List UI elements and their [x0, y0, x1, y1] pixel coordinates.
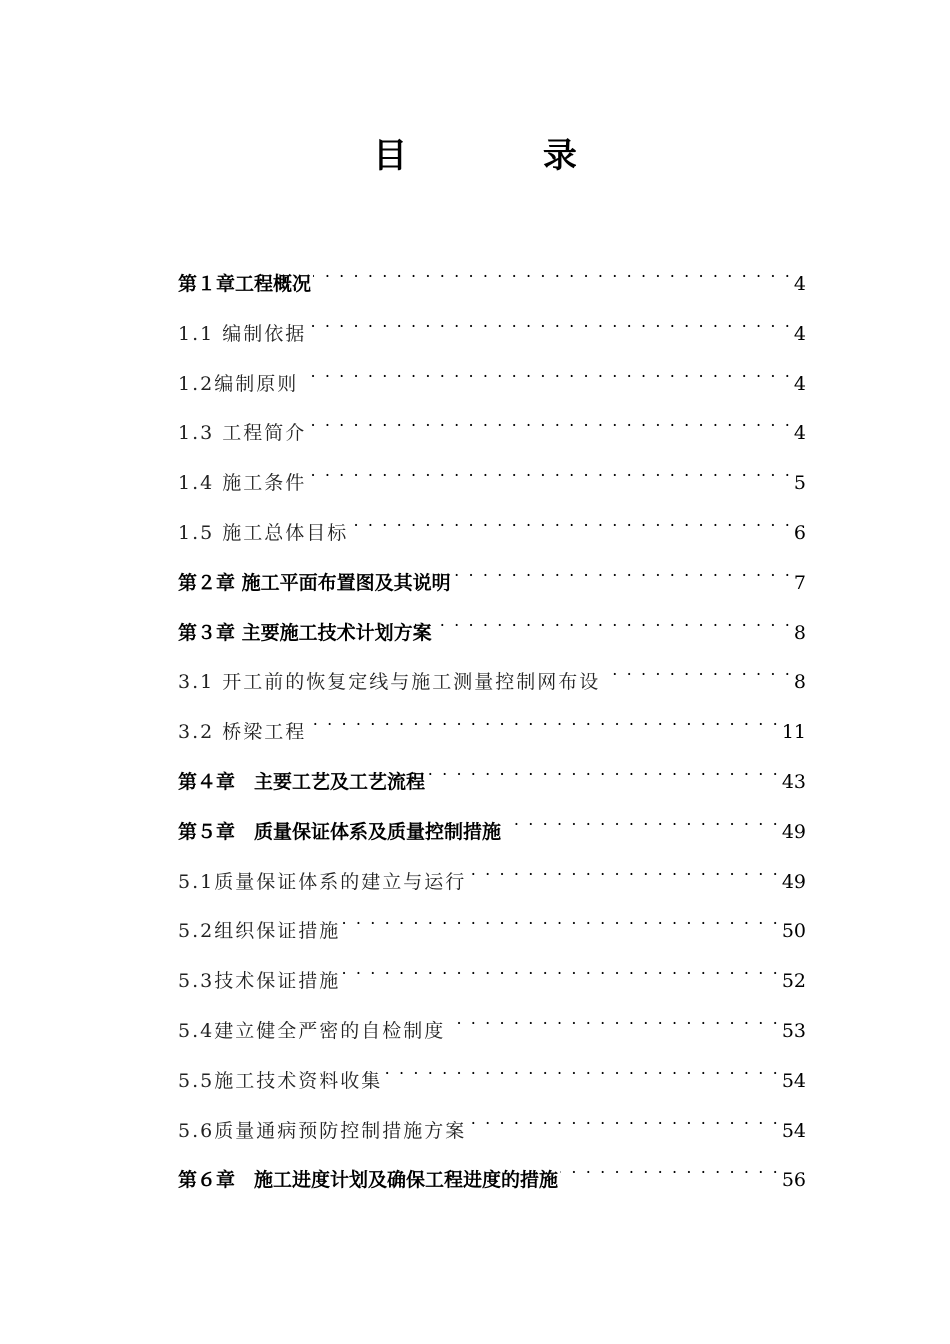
- toc-entry-title: 3.1 开工前的恢复定线与施工测量控制网布设: [178, 671, 601, 694]
- toc-entry-section-1-4[interactable]: [178, 467, 806, 517]
- toc-entry-title: 5.5施工技术资料收集: [178, 1069, 383, 1092]
- dot-leader: [342, 967, 780, 987]
- dot-leader: [308, 718, 780, 738]
- toc-page-number: 52: [781, 970, 806, 993]
- toc-entry-section-5-5[interactable]: [178, 1065, 806, 1115]
- toc-entry-title: 第２章 施工平面布置图及其说明: [178, 571, 451, 594]
- toc-page-number: 4: [793, 422, 806, 445]
- toc-entry-section-1-1[interactable]: [178, 318, 806, 368]
- dot-leader: [468, 868, 780, 888]
- dot-leader: [427, 768, 780, 788]
- table-of-contents: [178, 268, 806, 1214]
- toc-entry-chapter-3[interactable]: [178, 617, 806, 667]
- toc-entry-chapter-2[interactable]: [178, 567, 806, 617]
- toc-page-number: 8: [793, 621, 806, 644]
- toc-entry-section-5-4[interactable]: [178, 1015, 806, 1065]
- page-title: 目 录: [373, 136, 639, 176]
- toc-entry-section-1-3[interactable]: [178, 417, 806, 467]
- dot-leader: [308, 419, 792, 439]
- toc-entry-title: 1.5 施工总体目标: [178, 521, 349, 544]
- toc-page-number: 4: [793, 322, 806, 345]
- toc-page-number: 49: [781, 870, 806, 893]
- dot-leader: [453, 569, 792, 589]
- toc-page-number: 54: [781, 1069, 806, 1092]
- dot-leader: [308, 320, 792, 340]
- toc-entry-chapter-4[interactable]: [178, 766, 806, 816]
- toc-entry-title: 5.3技术保证措施: [178, 970, 341, 993]
- toc-entry-title: 第３章 主要施工技术计划方案: [178, 621, 432, 644]
- toc-entry-section-5-3[interactable]: [178, 965, 806, 1015]
- toc-page-number: 6: [793, 521, 806, 544]
- toc-page-number: 56: [781, 1169, 806, 1192]
- toc-page-number: 5: [793, 472, 806, 495]
- toc-entry-title: 第５章 质量保证体系及质量控制措施: [178, 820, 502, 843]
- dot-leader: [308, 469, 792, 489]
- toc-entry-title: 5.1质量保证体系的建立与运行: [178, 870, 467, 893]
- toc-page-number: 43: [781, 770, 806, 793]
- dot-leader: [602, 668, 792, 688]
- toc-entry-section-3-2[interactable]: [178, 716, 806, 766]
- toc-entry-title: 第４章 主要工艺及工艺流程: [178, 770, 426, 793]
- dot-leader: [434, 619, 792, 639]
- toc-entry-title: 5.2组织保证措施: [178, 920, 341, 943]
- toc-entry-title: 1.4 施工条件: [178, 472, 307, 495]
- toc-entry-section-1-2[interactable]: [178, 368, 806, 418]
- dot-leader: [313, 270, 792, 290]
- dot-leader: [503, 818, 780, 838]
- toc-entry-title: 第１章工程概况: [178, 273, 312, 295]
- toc-entry-chapter-1[interactable]: [178, 268, 806, 318]
- toc-page-number: 7: [793, 571, 806, 594]
- toc-entry-chapter-6[interactable]: [178, 1164, 806, 1214]
- dot-leader: [300, 370, 792, 390]
- toc-entry-chapter-5[interactable]: [178, 816, 806, 866]
- dot-leader: [447, 1017, 780, 1037]
- toc-entry-title: 1.3 工程简介: [178, 422, 307, 445]
- dot-leader: [468, 1117, 780, 1137]
- toc-page-number: 49: [781, 820, 806, 843]
- dot-leader: [560, 1166, 780, 1186]
- dot-leader: [384, 1067, 780, 1087]
- toc-entry-title: 1.2编制原则: [178, 372, 299, 395]
- toc-entry-title: 3.2 桥梁工程: [178, 721, 307, 744]
- toc-entry-section-5-1[interactable]: [178, 866, 806, 916]
- toc-entry-section-1-5[interactable]: [178, 517, 806, 567]
- toc-entry-section-5-6[interactable]: [178, 1115, 806, 1165]
- toc-page-number: 50: [781, 920, 806, 943]
- dot-leader: [342, 917, 780, 937]
- toc-entry-section-3-1[interactable]: [178, 666, 806, 716]
- toc-page-number: 4: [793, 273, 806, 295]
- toc-entry-title: 第６章 施工进度计划及确保工程进度的措施: [178, 1169, 559, 1192]
- toc-entry-section-5-2[interactable]: [178, 915, 806, 965]
- toc-entry-title: 5.4建立健全严密的自检制度: [178, 1019, 446, 1042]
- toc-page-number: 4: [793, 372, 806, 395]
- toc-entry-title: 1.1 编制依据: [178, 322, 307, 345]
- toc-page-number: 53: [781, 1019, 806, 1042]
- toc-entry-title: 5.6质量通病预防控制措施方案: [178, 1119, 467, 1142]
- toc-page-number: 8: [793, 671, 806, 694]
- toc-page-number: 54: [781, 1119, 806, 1142]
- toc-page-number: 11: [781, 721, 806, 744]
- dot-leader: [350, 519, 792, 539]
